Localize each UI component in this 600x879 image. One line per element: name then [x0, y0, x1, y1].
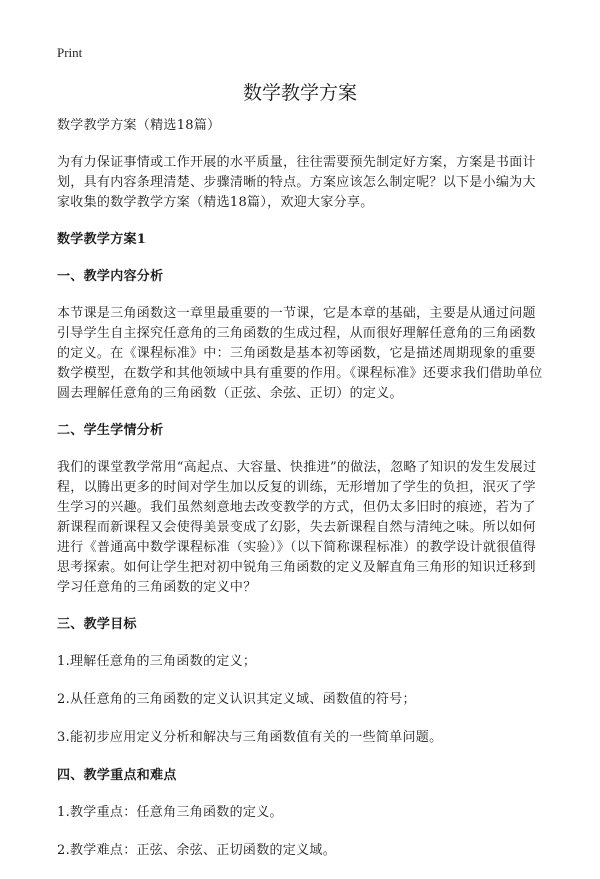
goal-item: 3.能初步应用定义分析和解决与三角函数值有关的一些简单问题。 [57, 730, 443, 745]
student-analysis-paragraph: 我们的课堂教学常用“高起点、大容量、快推进”的做法，忽略了知识的发生发展过程，以腾出更多的时间对学生加以反复的训练，无形增加了学生的负担，泯灭了学生学习的兴趣。我们虽然刻意地去改变教学的方式，但仍太多旧时的痕迹，若为了新课程而新课程又会使得美景变成了幻影，失去新课程自然与清纯之味。所以如何进行《普通高中数学课程标准（实验）》（以下简称课程标准）的教学设计就很值得思考探索。如何让学生把对初中锐角三角函数的定义及解直角三角形的知识迁移到学习任意角的三角函数的定义中？ [57, 460, 537, 595]
goal-item: 1.理解任意角的三角函数的定义； [57, 654, 257, 669]
section-title: 数学教学方案1 [57, 232, 147, 247]
key-point-item: 2.教学难点：正弦、余弦、正切函数的定义域。 [57, 843, 337, 858]
heading-student-analysis: 二、学生学情分析 [57, 423, 164, 438]
intro-paragraph: 为有力保证事情或工作开展的水平质量，往往需要预先制定好方案，方案是书面计划，具有内容条理清楚、步骤清晰的特点。方案应该怎么制定呢？以下是小编为大家收集的数学教学方案（精选18篇），欢迎大家分享。 [57, 155, 536, 210]
goal-item: 2.从任意角的三角函数的定义认识其定义域、函数值的符号； [57, 692, 416, 707]
page-title: 数学教学方案 [242, 82, 357, 104]
document-body [57, 116, 543, 879]
doc-subtitle: 数学教学方案（精选18篇） [57, 118, 221, 133]
heading-content-analysis: 一、教学内容分析 [57, 269, 164, 284]
heading-teaching-goals: 三、教学目标 [57, 617, 137, 632]
content-analysis-paragraph: 本节课是三角函数这一章里最重要的一节课，它是本章的基础，主要是从通过问题引导学生自主探究任意角的三角函数的生成过程，从而很好理解任意角的三角函数的定义。在《课程标准》中：三角函数是基本初等函数，它是描述周期现象的重要数学模型，在数学和其他领域中具有重要的作用。《课程标准》还要求我们借助单位圆去理解任意角的三角函数（正弦、余弦、正切）的定义。 [57, 306, 543, 401]
key-point-item: 1.教学重点：任意角三角函数的定义。 [57, 805, 283, 820]
print-link[interactable]: Print [57, 45, 83, 60]
heading-key-points: 四、教学重点和难点 [57, 768, 177, 783]
